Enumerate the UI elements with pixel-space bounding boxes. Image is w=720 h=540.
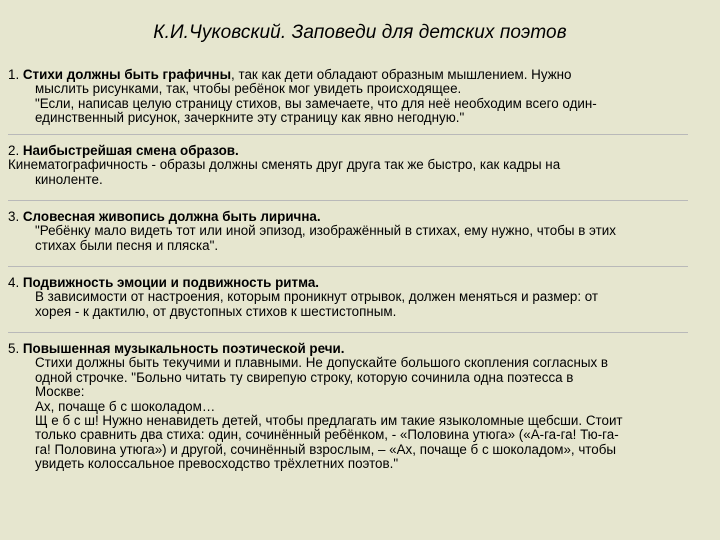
commandment-text-line: га! Половина утюга») и другой, сочинённый взрослым, – «Ах, почаще б с шоколадом», чтобы: [35, 441, 617, 457]
commandment-text-line: стихах были песня и пляска".: [35, 237, 219, 253]
commandment-text-line: хорея - к дактилю, от двустопных стихов к шестистопным.: [35, 303, 397, 319]
commandment-text-line: единственный рисунок, зачеркните эту страницу как явно негодную.": [35, 110, 465, 126]
commandment-text-line: Щ е б с ш! Нужно ненавидеть детей, чтобы предлагать им такие языколомные щебсши. Стоит: [35, 413, 623, 429]
commandment-heading: Стихи должны быть графичны: [22, 67, 232, 82]
commandment-number: 1.: [8, 67, 23, 82]
commandment-heading-line: [8, 68, 698, 82]
commandment-heading: Повышенная музыкальность поэтической речи.: [22, 341, 345, 356]
commandment-text-line: только сравнить два стиха: один, сочинённый ребёнком, - «Половина утюга» («А-га-га! Тю-га-: [35, 427, 619, 443]
commandment-text-line: одной строчке. "Больно читать ту свирепую строку, которую сочинила одна поэтесса в: [35, 369, 574, 385]
commandment-heading-line: [8, 342, 698, 356]
divider: [8, 332, 688, 333]
commandment-3: [8, 210, 698, 253]
slide-title: К.И.Чуковский. Заповеди для детских поэтов: [153, 22, 567, 43]
commandment-heading-line: [8, 276, 698, 290]
commandment-text-line: Ах, почаще б с шоколадом…: [35, 398, 216, 414]
commandment-heading: Словесная живопись должна быть лирична.: [22, 209, 321, 224]
commandment-text-line: Стихи должны быть текучими и плавными. Не допускайте большого скопления согласных в: [35, 355, 609, 371]
commandment-2: [8, 144, 698, 187]
commandment-text-line: "Если, написав целую страницу стихов, вы замечаете, что для неё необходим всего один-: [35, 95, 597, 111]
commandment-text-line: увидеть колоссальное превосходство трёхлетних поэтов.": [35, 456, 399, 472]
commandment-heading: Подвижность эмоции и подвижность ритма.: [22, 275, 319, 290]
commandment-text-line: мыслить рисунками, так, чтобы ребёнок мог увидеть происходящее.: [35, 81, 462, 97]
commandment-5: [8, 342, 698, 472]
commandment-1: [8, 68, 698, 126]
commandment-number: 2.: [8, 143, 23, 158]
commandment-number: 3.: [8, 209, 23, 224]
divider: [8, 266, 688, 267]
commandment-4: [8, 276, 698, 319]
commandment-text-line: "Ребёнку мало видеть тот или иной эпизод, изображённый в стихах, ему нужно, чтобы в этих: [35, 223, 616, 239]
commandment-text-line: Москве:: [35, 384, 85, 400]
commandment-number: 4.: [8, 275, 23, 290]
divider: [8, 200, 688, 201]
commandment-number: 5.: [8, 341, 23, 356]
divider: [8, 134, 688, 135]
commandment-heading-line: [8, 210, 698, 224]
commandment-text-line: Кинематографичность - образы должны сменять друг друга так же быстро, как кадры на: [8, 157, 561, 173]
commandment-heading-tail: , так как дети обладают образным мышлением. Нужно: [231, 67, 572, 82]
commandment-heading-line: [8, 144, 698, 158]
commandment-text-line: В зависимости от настроения, которым проникнут отрывок, должен меняться и размер: от: [35, 289, 599, 305]
commandment-text-line: киноленте.: [35, 171, 103, 187]
commandment-heading: Наибыстрейшая смена образов.: [22, 143, 239, 158]
